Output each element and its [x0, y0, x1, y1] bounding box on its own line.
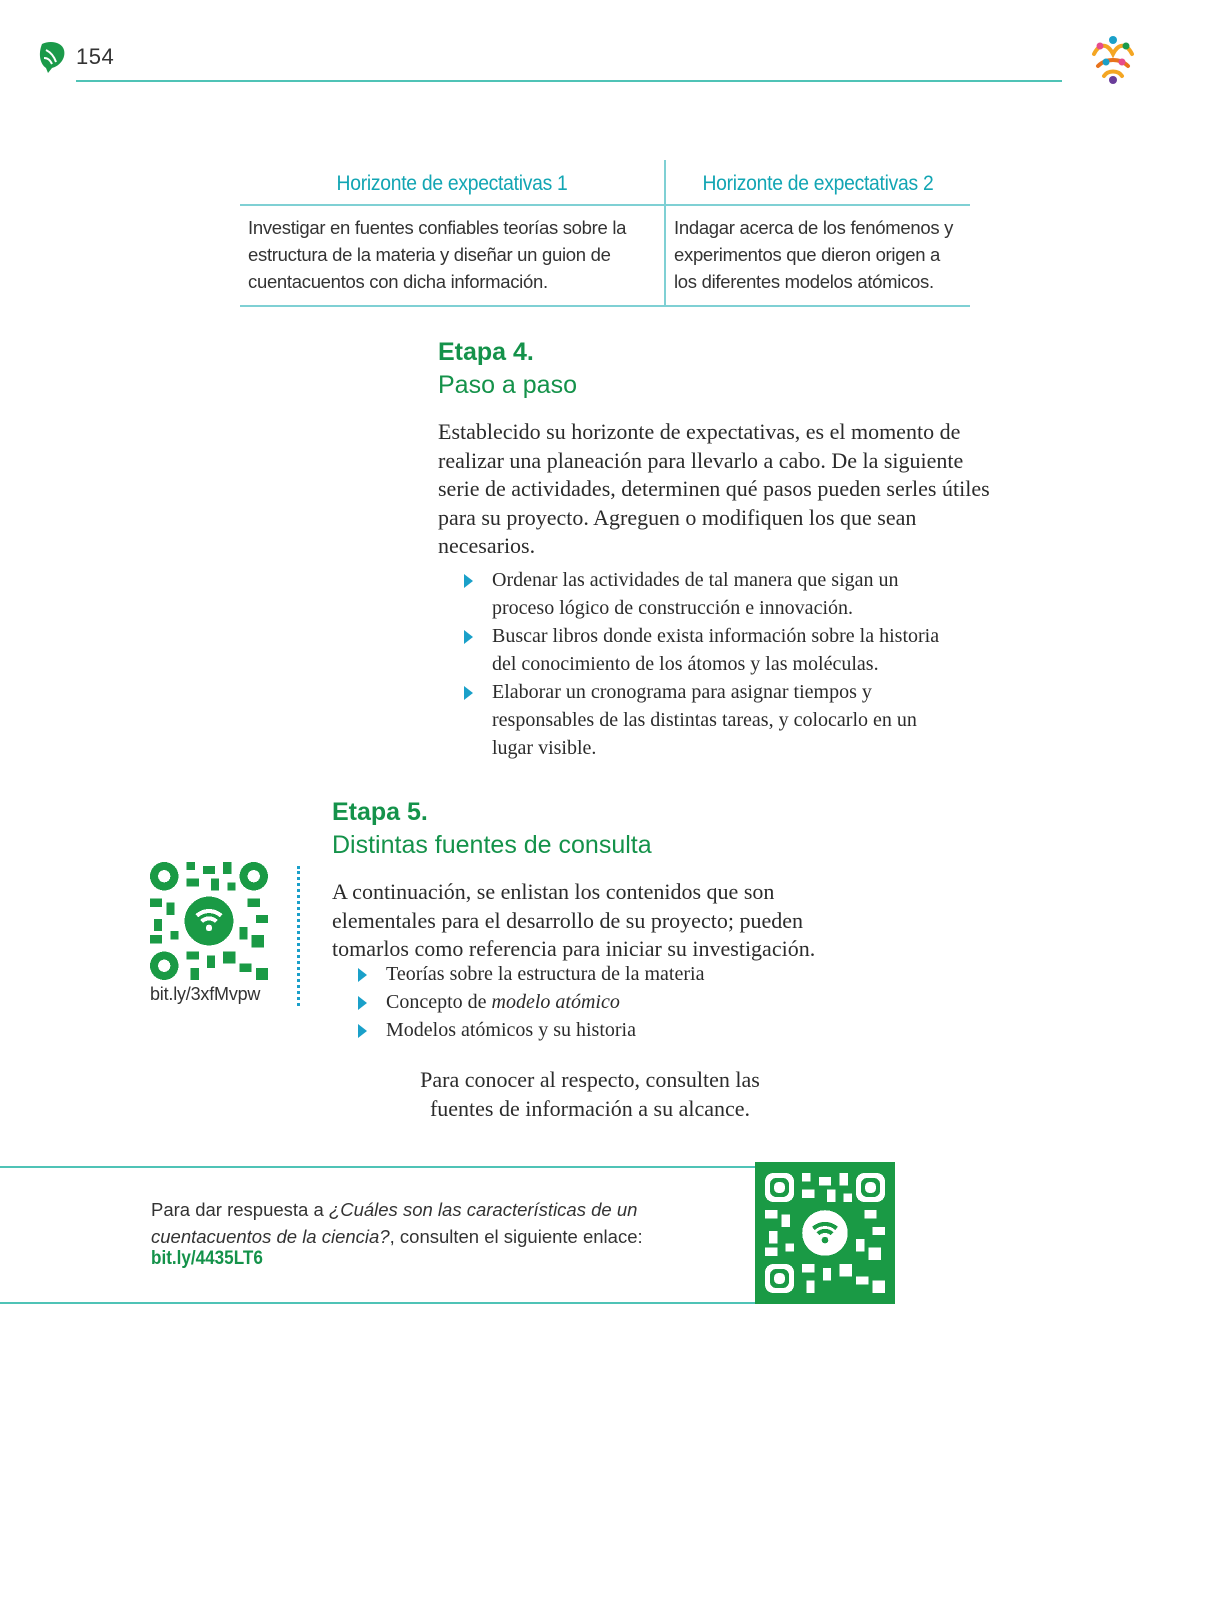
list-item-text: Teorías sobre la estructura de la materia	[386, 963, 705, 985]
stage5-number: Etapa 5.	[332, 798, 428, 826]
bullet-arrow-icon	[464, 630, 473, 644]
list-item-text: Elaborar un cronograma para asignar tiempos y responsables de las distintas tareas, y colocarlo en un lugar visible.	[492, 681, 917, 759]
table-header-cell: Horizonte de expectativas 2	[702, 172, 934, 195]
stage5-heading	[332, 796, 652, 862]
stage4-paragraph: Establecido su horizonte de expectativas, es el momento de realizar una planeación para llevarlo a cabo. De la siguiente serie de actividades, determinen qué pasos pueden serles útiles para su proyecto. Agreguen o modifiquen los que sean necesarios.	[438, 419, 990, 558]
stage5-bullet-list	[358, 960, 838, 1044]
stage4-heading	[438, 336, 577, 402]
table-cell: Investigar en fuentes confiables teorías sobre la estructura de la materia y diseñar un guion de cuentacuentos con dicha información.	[240, 205, 665, 306]
list-item-text: Modelos atómicos y su historia	[386, 1019, 636, 1041]
link-box-text-suffix: , consulten el siguiente enlace:	[389, 1226, 643, 1247]
list-item-text: Buscar libros donde exista información sobre la historia del conocimiento de los átomos y las moléculas.	[492, 625, 940, 675]
expectations-table	[240, 160, 970, 307]
page-number: 154	[76, 44, 115, 69]
table-header-row	[240, 160, 970, 205]
table-row	[240, 205, 970, 306]
list-item	[464, 566, 944, 622]
stage5-title: Distintas fuentes de consulta	[332, 831, 652, 859]
qr-code-icon[interactable]	[765, 1172, 885, 1294]
stage5-paragraph: A continuación, se enlistan los contenidos que son elementales para el desarrollo de su proyecto; pueden tomarlos como referencia para iniciar su investigación.	[332, 879, 816, 961]
list-item	[464, 678, 944, 762]
colorful-figures-logo-icon	[1086, 32, 1140, 86]
bullet-arrow-icon	[358, 968, 367, 982]
table-header-cell: Horizonte de expectativas 1	[257, 160, 648, 205]
list-item	[464, 622, 944, 678]
qr-code-panel[interactable]	[755, 1162, 895, 1304]
page-header	[0, 0, 1214, 100]
link-box-question: ¿Cuáles son las características de un cuentacuentos de la ciencia?	[151, 1199, 638, 1247]
stage4-number: Etapa 4.	[438, 338, 534, 366]
dotted-divider	[297, 866, 300, 1006]
stage4-bullet-list	[464, 566, 944, 762]
stage4-title: Paso a paso	[438, 371, 577, 399]
bullet-arrow-icon	[358, 1024, 367, 1038]
list-item-italic-text: modelo atómico	[491, 991, 620, 1013]
bullet-arrow-icon	[464, 686, 473, 700]
list-item	[358, 988, 838, 1016]
list-item-text: Ordenar las actividades de tal manera que sigan un proceso lógico de construcción e innovación.	[492, 569, 899, 619]
link-box-text-prefix: Para dar respuesta a	[151, 1199, 329, 1220]
bullet-arrow-icon	[464, 574, 473, 588]
qr-code-icon[interactable]	[150, 862, 268, 980]
bullet-arrow-icon	[358, 996, 367, 1010]
link-box-text	[151, 1196, 751, 1250]
list-item	[358, 960, 838, 988]
qr-link-text[interactable]: bit.ly/3xfMvpw	[150, 984, 261, 1004]
leaf-icon	[36, 40, 68, 74]
closing-paragraph: Para conocer al respecto, consulten las fuentes de información a su alcance.	[420, 1067, 760, 1121]
header-rule	[76, 80, 1062, 82]
list-item	[358, 1016, 838, 1044]
table-cell: Indagar acerca de los fenómenos y experimentos que dieron origen a los diferentes modelos atómicos.	[674, 217, 954, 292]
link-box-url[interactable]: bit.ly/4435LT6	[151, 1248, 263, 1269]
list-item-text: Concepto de	[386, 991, 492, 1013]
